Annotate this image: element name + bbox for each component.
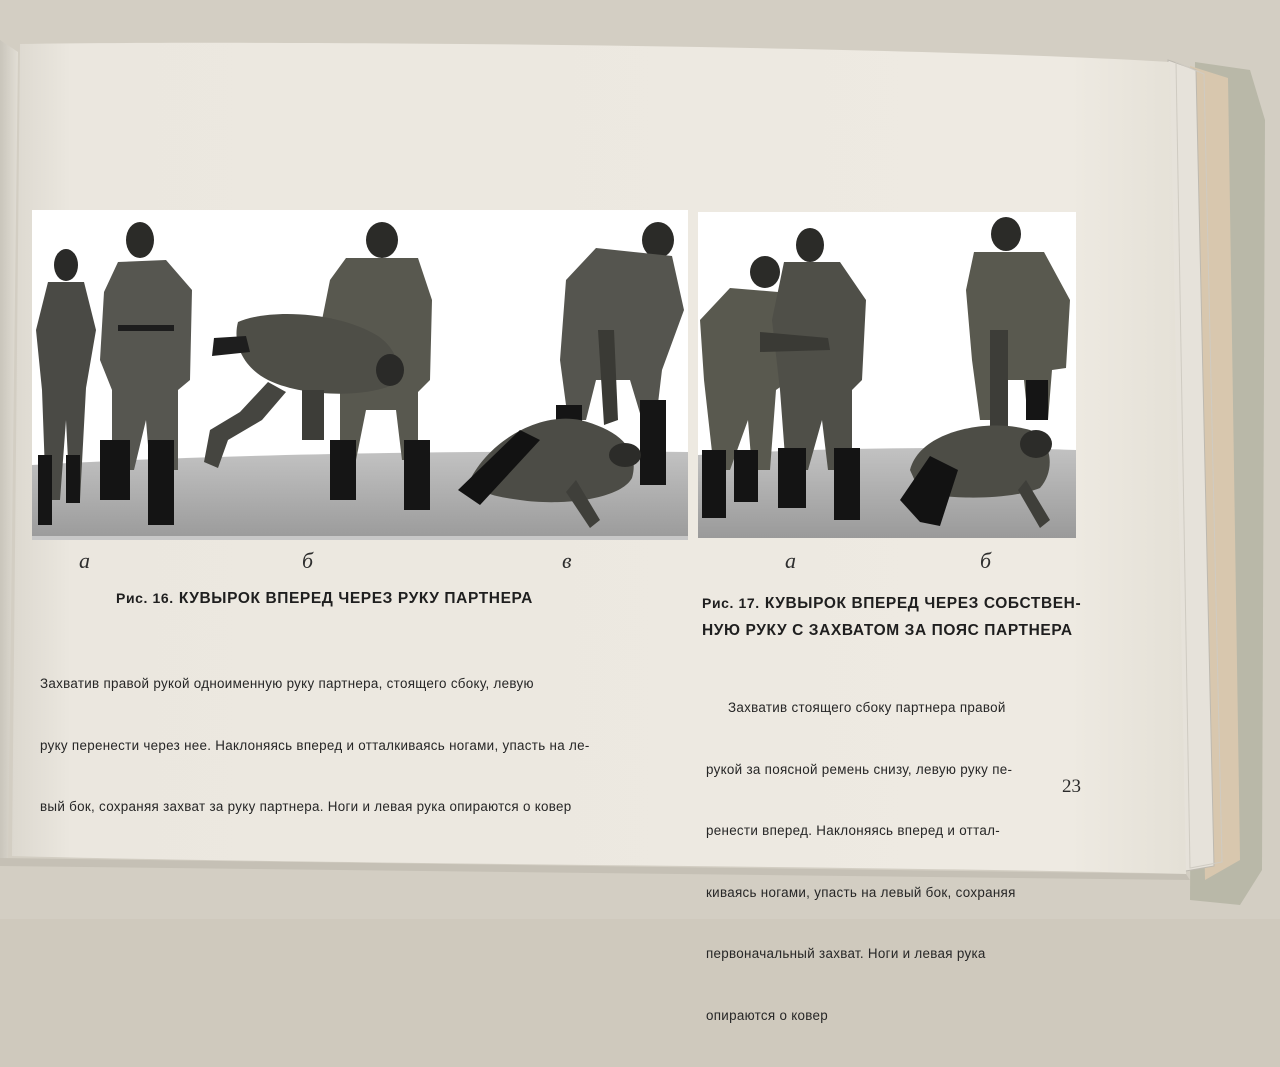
figure-17-text-line: первоначальный захват. Ноги и левая рука [706, 946, 986, 961]
figure-16-title: КУВЫРОК ВПЕРЕД ЧЕРЕЗ РУКУ ПАРТНЕРА [178, 590, 533, 607]
figure-16-text-line: Захватив правой рукой одноименную руку партнера, стоящего сбоку, левую [40, 676, 534, 691]
figure-16-caption [116, 590, 533, 608]
figure-16-photo [32, 210, 688, 540]
figure-17-text-line: киваясь ногами, упасть на левый бок, сохраняя [706, 884, 1016, 900]
figure-17-title-line-2: НУЮ РУКУ С ЗАХВАТОМ ЗА ПОЯС ПАРТНЕРА [702, 622, 1073, 639]
figure-16-panel-a-label: а [79, 548, 90, 573]
figure-17-text-line: Захватив стоящего сбоку партнера правой [728, 700, 1006, 715]
figure-17-number: Рис. 17. [702, 595, 760, 611]
figure-17-title-line-1: КУВЫРОК ВПЕРЕД ЧЕРЕЗ СОБСТВЕН- [764, 595, 1082, 612]
figure-17-panel-b-label: б [980, 548, 992, 573]
figure-17-text-line: опираются о ковер [706, 1007, 829, 1023]
figure-16-text-line: руку перенести через нее. Наклоняясь вперед и отталкиваясь ногами, упасть на ле- [40, 737, 590, 753]
figure-17-photo [698, 212, 1076, 538]
page-number: 23 [1062, 776, 1081, 797]
figure-16-number: Рис. 16. [116, 590, 174, 606]
figure-16-panel-v-label: в [562, 548, 572, 573]
figure-17-text-line: ренести вперед. Наклоняясь вперед и оттал- [706, 823, 1000, 838]
figure-16-text-line: вый бок, сохраняя захват за руку партнера. Ноги и левая рука опираются о ковер [40, 799, 572, 814]
figure-16-panel-b-label: б [302, 548, 314, 573]
figure-17-panel-a-label: а [785, 548, 796, 573]
figure-17-description [706, 657, 1016, 1067]
figure-17-caption [702, 590, 1081, 644]
figure-16-description [40, 633, 590, 859]
figure-17-text-line: рукой за поясной ремень снизу, левую руку пе- [706, 761, 1013, 777]
